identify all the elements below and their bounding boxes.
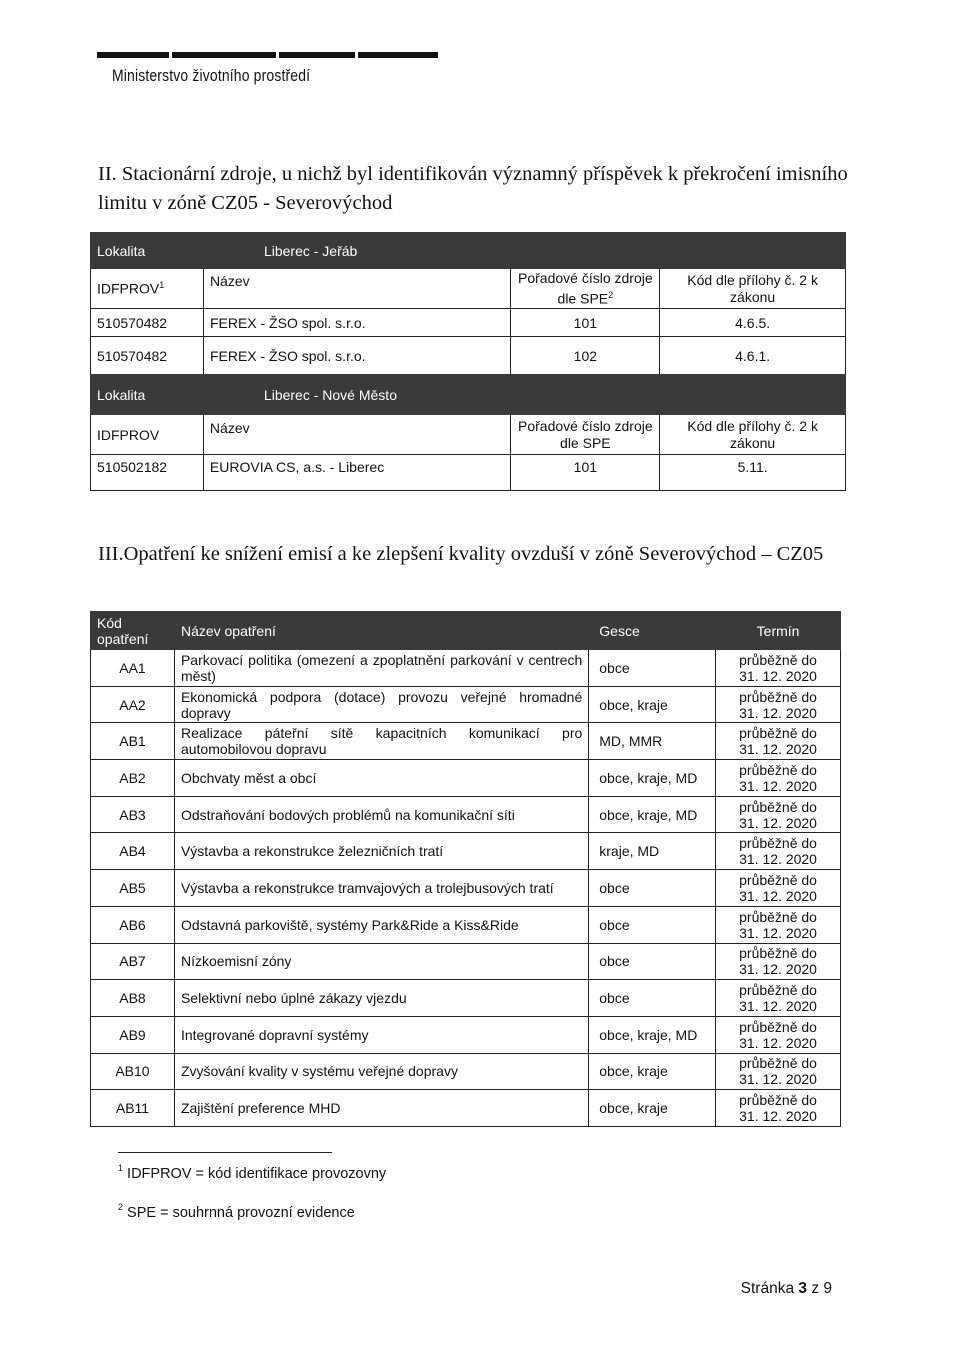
measure-code: AB8 (91, 980, 175, 1017)
table-row (91, 833, 841, 870)
measure-gesce: obce (589, 870, 716, 907)
measure-termin: průběžně do 31. 12. 2020 (716, 1016, 841, 1053)
measure-termin: průběžně do 31. 12. 2020 (716, 686, 841, 723)
measure-termin: průběžně do 31. 12. 2020 (716, 870, 841, 907)
col-header-name: Název (203, 269, 510, 309)
col-header-code: Kód opatření (91, 612, 175, 650)
measure-name: Odstavná parkoviště, systémy Park&Ride a Kiss&Ride (174, 906, 588, 943)
col-header-name: Název (203, 415, 511, 455)
measure-name: Obchvaty měst a obcí (174, 760, 588, 797)
measure-name: Zajištění preference MHD (174, 1090, 588, 1127)
measure-code: AB6 (91, 906, 175, 943)
col-header-order: Pořadové číslo zdroje dle SPE (511, 415, 660, 455)
measure-gesce: obce, kraje (589, 1090, 716, 1127)
table-row: 510570482 FEREX - ŽSO spol. s.r.o. 102 4.6.1. (91, 337, 846, 375)
measure-name: Nízkoemisní zóny (174, 943, 588, 980)
measure-code: AB5 (91, 870, 175, 907)
col-header-order: Pořadové číslo zdroje dle SPE$^2$ (511, 269, 660, 309)
measure-termin: průběžně do 31. 12. 2020 (716, 980, 841, 1017)
lokalita-label: Lokalita (91, 233, 204, 269)
col-header-name: Název opatření (174, 612, 588, 650)
ministry-name: Ministerstvo životního prostředí (112, 66, 311, 85)
section-3-title: III.Opatření ke snížení emisí a ke zlepšení kvality ovzduší v zóně Severovýchod – CZ05 (98, 543, 824, 565)
table-row (91, 943, 841, 980)
footnote-divider (118, 1152, 332, 1153)
measure-code: AB1 (91, 723, 175, 760)
measure-code: AB11 (91, 1090, 175, 1127)
measure-termin: průběžně do 31. 12. 2020 (716, 906, 841, 943)
measure-name: Odstraňování bodových problémů na komunikační síti (174, 796, 588, 833)
col-header-code: Kód dle přílohy č. 2 k zákonu (660, 269, 846, 309)
measure-termin: průběžně do 31. 12. 2020 (716, 723, 841, 760)
footnote-2: $^2$ SPE = souhrnná provozní evidence (118, 1202, 355, 1221)
measure-termin: průběžně do 31. 12. 2020 (716, 760, 841, 797)
table-row (91, 1090, 841, 1127)
measure-termin: průběžně do 31. 12. 2020 (716, 833, 841, 870)
table-row (91, 870, 841, 907)
measure-gesce: obce (589, 650, 716, 687)
measure-gesce: obce (589, 943, 716, 980)
table-row (91, 1016, 841, 1053)
measure-name: Výstavba a rekonstrukce železničních tratí (174, 833, 588, 870)
table-row (91, 650, 841, 687)
measure-code: AA2 (91, 686, 175, 723)
measure-code: AB4 (91, 833, 175, 870)
measure-gesce: obce, kraje, MD (589, 760, 716, 797)
col-header-idfprov: IDFPROV (91, 415, 204, 455)
measure-code: AB3 (91, 796, 175, 833)
table-row (91, 796, 841, 833)
measure-termin: průběžně do 31. 12. 2020 (716, 796, 841, 833)
table-row (91, 760, 841, 797)
table-row (91, 1053, 841, 1090)
sources-table-nove-mesto (90, 374, 846, 491)
table-row: 510570482 FEREX - ŽSO spol. s.r.o. 101 4.6.5. (91, 309, 846, 337)
measure-name: Realizace páteřní sítě kapacitních komunikací pro automobilovou dopravu (174, 723, 588, 760)
measure-name: Výstavba a rekonstrukce tramvajových a trolejbusových tratí (174, 870, 588, 907)
col-header-termin: Termín (716, 612, 841, 650)
table-row: 510502182 EUROVIA CS, a.s. - Liberec 101 5.11. (91, 455, 846, 491)
measure-gesce: obce, kraje, MD (589, 1016, 716, 1053)
table-row (91, 723, 841, 760)
table-row (91, 906, 841, 943)
table-row (91, 686, 841, 723)
measure-name: Ekonomická podpora (dotace) provozu veřejné hromadné dopravy (174, 686, 588, 723)
measure-gesce: obce (589, 980, 716, 1017)
page-number: Stránka 3 z 9 (740, 1280, 832, 1297)
measure-termin: průběžně do 31. 12. 2020 (716, 1090, 841, 1127)
measure-name: Integrované dopravní systémy (174, 1016, 588, 1053)
measure-gesce: obce, kraje, MD (589, 796, 716, 833)
measure-gesce: obce (589, 906, 716, 943)
lokalita-value: Liberec - Nové Město (203, 375, 845, 415)
lokalita-value: Liberec - Jeřáb (203, 233, 845, 269)
measure-termin: průběžně do 31. 12. 2020 (716, 1053, 841, 1090)
measures-table (90, 611, 841, 1127)
measure-termin: průběžně do 31. 12. 2020 (716, 650, 841, 687)
measure-gesce: MD, MMR (589, 723, 716, 760)
measure-code: AB2 (91, 760, 175, 797)
col-header-code: Kód dle přílohy č. 2 k zákonu (660, 415, 846, 455)
measure-name: Selektivní nebo úplné zákazy vjezdu (174, 980, 588, 1017)
section-2-title: II. Stacionární zdroje, u nichž byl identifikován významný příspěvek k překročení imisního limitu v zóně CZ05 - Severovýchod (98, 163, 848, 214)
measure-name: Zvyšování kvality v systému veřejné dopravy (174, 1053, 588, 1090)
col-header-idfprov: IDFPROV$^1$ (91, 269, 204, 309)
sources-table-jerab (90, 232, 846, 375)
measure-code: AB9 (91, 1016, 175, 1053)
lokalita-label: Lokalita (91, 375, 204, 415)
measure-code: AA1 (91, 650, 175, 687)
ministry-logo-bars (97, 52, 438, 58)
col-header-gesce: Gesce (589, 612, 716, 650)
measure-code: AB10 (91, 1053, 175, 1090)
measure-gesce: kraje, MD (589, 833, 716, 870)
measure-name: Parkovací politika (omezení a zpoplatnění parkování v centrech měst) (174, 650, 588, 687)
measure-gesce: obce, kraje (589, 686, 716, 723)
table-row (91, 980, 841, 1017)
footnote-1: $^1$ IDFPROV = kód identifikace provozovny (118, 1163, 387, 1182)
measure-code: AB7 (91, 943, 175, 980)
measure-gesce: obce, kraje (589, 1053, 716, 1090)
measure-termin: průběžně do 31. 12. 2020 (716, 943, 841, 980)
